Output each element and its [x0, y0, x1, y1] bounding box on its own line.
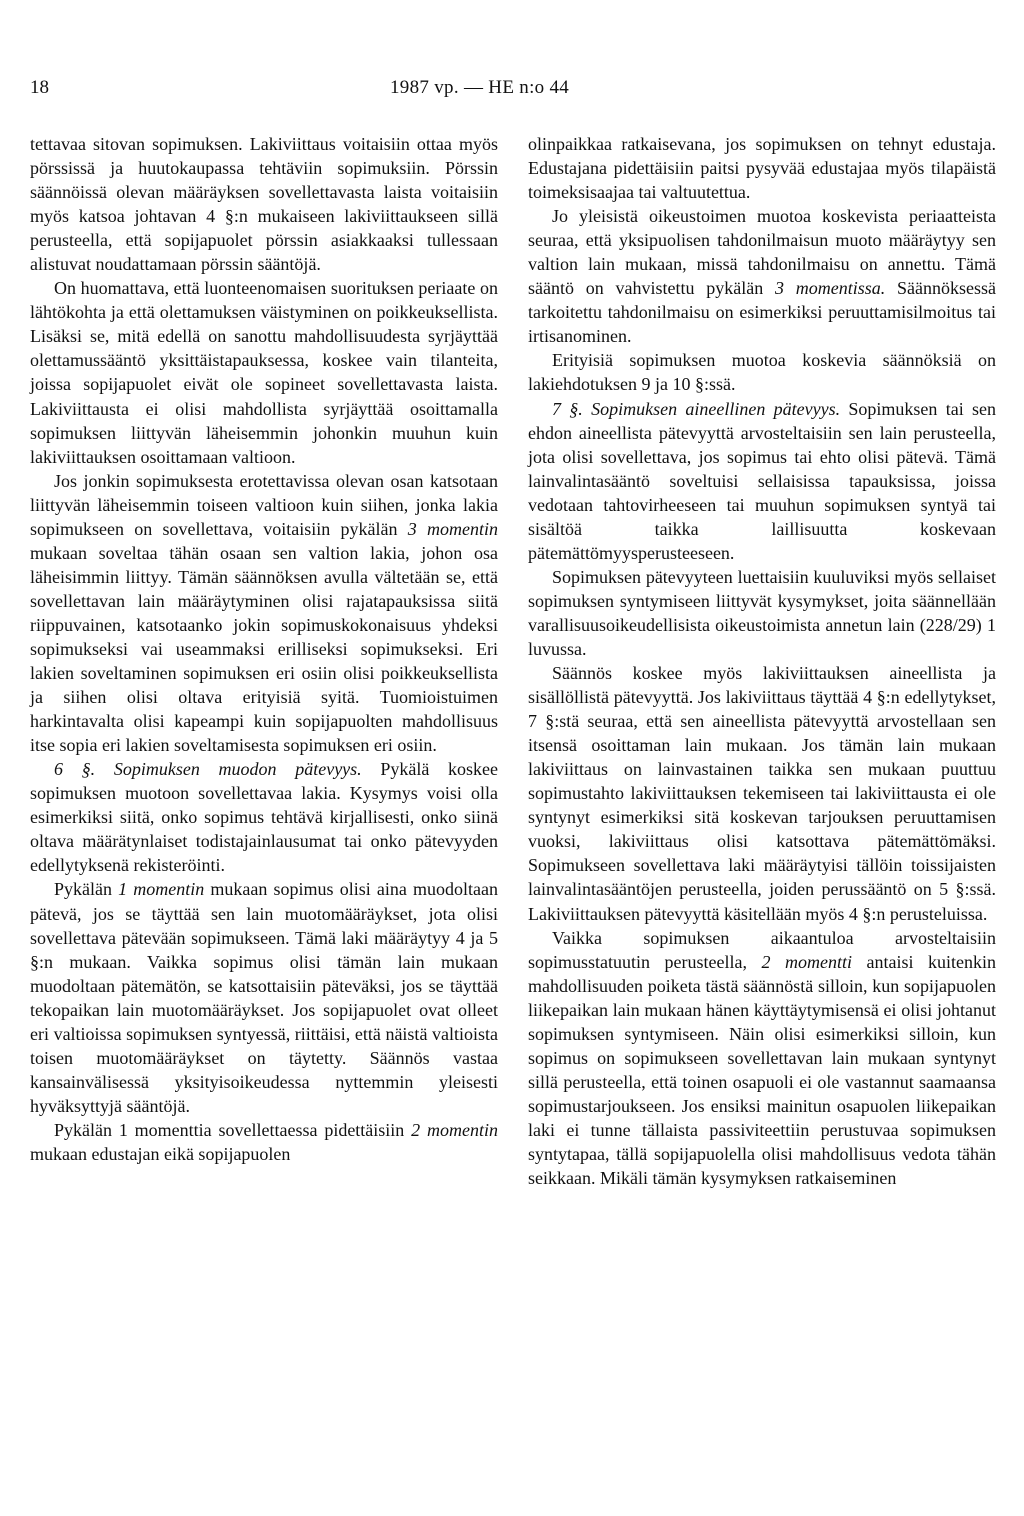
paragraph: Erityisiä sopimuksen muotoa koskevia säännöksiä on lakiehdotuksen 9 ja 10 §:ssä.: [528, 350, 996, 395]
text-run: Säännöksessä tarkoitettu tahdonilmaisu on esimerkiksi peruuttamisilmoitus tai irtisanominen.: [528, 278, 997, 347]
paragraph: Sopimuksen pätevyyteen luettaisiin kuuluviksi myös sellaiset sopimuksen syntymiseen liittyvät kysymykset, joita säännellään varallisuusoikeudellisista oikeustoimista annetun lain (228/29) 1 luvussa.: [528, 566, 996, 659]
section-number: 7 §.: [552, 398, 583, 419]
text-run: mukaan soveltaa tähän osaan sen valtion lakia, johon osa läheisimmin liittyy. Tämän säännöksen avulla vältetään se, että sovellettavan lain määräytyminen olisi rajatapauksissa siitä riippuvainen, katsotaanko jokin sopimuskokonaisuus yhdeksi sopimukseksi vai useammaksi erilliseksi sopimukseksi. Eri lakien soveltaminen sopimuksen eri osiin olisi poikkeuksellista ja siihen olisi oltava erityisiä syitä. Tuomioistuimen harkintavalta olisi kapeampi kuin sopijapuolten mahdollisuus itse sopia eri lakien soveltamisesta sopimuksen eri osiin.: [30, 542, 498, 756]
emphasis: 1 momentin: [118, 879, 205, 900]
paragraph: [30, 1118, 498, 1166]
text-run: Vaikka sopimuksen aikaantuloa arvosteltaisiin sopimusstatuutin perusteella,: [528, 927, 996, 972]
text-run: antaisi kuitenkin mahdollisuuden poiketa tästä säännöstä silloin, kun sopijapuolen liikepaikan lain mukaan hänen käyttäytymisensä ei olisi johtanut sopimuksen syntymiseen. Näin olisi esimerkiksi silloin, kun sopimus on sopimukseen sovellettavan lain mukaan syntynyt sillä perusteella, että toinen osapuoli ei ole vastannut saamaansa sopimustarjoukseen. Jos ensiksi mainitun osapuolen liikepaikan laki ei tunne tällaista passiviteettiin perustuvaa sopimuksen syntytapaa, tällä sopijapuolella olisi mahdollisuus vedota tähän seikkaan. Mikäli tämän kysymyksen ratkaiseminen: [528, 951, 996, 1189]
emphasis: 3 momentin: [407, 518, 498, 539]
section-paragraph: [528, 397, 996, 565]
emphasis: 2 momentti: [761, 951, 852, 972]
text-run: mukaan sopimus olisi aina muodoltaan pätevä, jos se täyttää sen lain muotomääräykset, jota olisi sovellettava pätevään sopimukseen. Tämä laki määräytyy 4 ja 5 §:n mukaan. Vaikka sopimus olisi tämän lain mukaan muodoltaan pätemätön, se katsottaisiin päteväksi, jos se täyttää tekopaikan lain muotomääräykset. Jos sopijapuolet ovat olleet eri valtioissa sopimuksen syntyessä, riittäisi, että näistä valtioista toisen muotomääräykset on täytetty. Säännös vastaa kansainvälisessä yksityisoikeudessa nyttemmin yleisesti hyväksyttyjä sääntöjä.: [30, 879, 498, 1116]
paragraph: tettavaa sitovan sopimuksen. Lakiviittaus voitaisiin ottaa myös pörssissä ja huutokaupassa tehtäviin sopimuksiin. Pörssin säännöissä olevan määräyksen sovellettavasta laista voitaisiin myös katsoa johtavan 4 §:n mukaiseen lakiviittaukseen sillä perusteella, että sopijapuolet pörssin asiakkaaksi tullessaan alistuvat noudattamaan pörssin sääntöjä.: [30, 134, 498, 275]
text-run: Jos jonkin sopimuksesta erotettavissa olevan osan katsotaan liittyvän läheisemmin toiseen valtioon kuin siihen, jonka lakia sopimukseen on sovellettava, voitaisiin pykälän: [30, 470, 498, 539]
page-number: 18: [30, 77, 49, 98]
paragraph: [528, 926, 996, 1191]
paragraph: [528, 204, 996, 348]
section-paragraph: [30, 757, 498, 877]
emphasis: 3 momentissa.: [775, 278, 886, 299]
text-run: Sopimuksen tai sen ehdon aineellista pätevyyttä arvosteltaisiin sen lain perusteella, jota olisi sovellettava, jos sopimus tai ehto olisi pätevä. Tämä lainvalintasääntö soveltuisi sellaisissa tapauksissa, joissa vedotaan tahtovirheeseen tai muuhun sopimuksen syntyä tai sisältöä taikka laillisuutta koskevaan pätemättömyysperusteeseen.: [528, 398, 996, 563]
paragraph: On huomattava, että luonteenomaisen suorituksen periaate on lähtökohta ja että olettamuksen väistyminen on poikkeuksellista. Lisäksi se, mitä edellä on sanottu mahdollisuudesta syrjäyttää olettamussääntö yksittäistapauksessa, koskee vain tilanteita, joissa sopijapuolet eivät ole sopineet sovellettavasta laista. Lakiviittausta ei olisi mahdollista syrjäyttää osoittamalla sopimuksen liittyvän läheisemmin johonkin muuhun kuin lakiviittauksen osoittamaan valtioon.: [30, 278, 498, 467]
text-run: mukaan edustajan eikä sopijapuolen: [30, 1143, 291, 1164]
paragraph: olinpaikkaa ratkaisevana, jos sopimuksen on tehnyt edustaja. Edustajana pidettäisiin paitsi pysyvää edustajaa myös tilapäistä toimeksisaajaa tai valtuutettua.: [528, 134, 996, 203]
text-run: Pykälän 1 momenttia sovellettaessa pidettäisiin: [54, 1119, 412, 1140]
paragraph: [30, 469, 498, 758]
left-column: [30, 132, 498, 1166]
paragraph: Säännös koskee myös lakiviittauksen aineellista ja sisällöllistä pätevyyttä. Jos lakiviittaus täyttää 4 §:n edellytykset, 7 §:stä seuraa, että sen aineellista pätevyyttä arvostellaan sen itsensä osoittaman lain mukaan. Jos tämän lain mukaan lakiviittaus on lainvastainen taikka sen mukaan puuttuu sopimustahto lakiviittauksen tekemiseen tai lakiviittausta ei ole syntynyt esimerkiksi sitä koskevan tarjouksen peruuttamisen vuoksi, lakiviittaus olisi katsottava pätemättömäksi. Sopimukseen sovellettava laki määräytyisi tällöin toissijaisten lainvalintasääntöjen perusteella, joiden perussääntö on 5 §:ssä. Lakiviittauksen pätevyyttä käsitellään myös 4 §:n perusteluissa.: [528, 663, 996, 924]
text-run: Jo yleisistä oikeustoimen muotoa koskevista periaatteista seuraa, että yksipuolisen tahdonilmaisun muoto määräytyy sen valtion lain mukaan, missä tahdonilmaisu on annettu. Tämä sääntö on vahvistettu pykälän: [528, 206, 996, 299]
emphasis: 2 momentin: [411, 1119, 498, 1140]
section-number: 6 §.: [54, 759, 96, 780]
paragraph: [30, 877, 498, 1117]
right-column: [528, 132, 996, 1190]
text-run: Pykälän: [54, 879, 119, 900]
section-title: Sopimuksen muodon pätevyys.: [113, 759, 362, 780]
section-title: Sopimuksen aineellinen pätevyys.: [591, 398, 841, 419]
text-run: Pykälä koskee sopimuksen muotoon sovellettavaa lakia. Kysymys voisi olla esimerkiksi siitä, onko sopimus tehtävä kirjallisesti, onko siinä oltava määrätynlaiset todistajainlausumat tai onko pätevyyden edellytyksenä rekisteröinti.: [30, 759, 499, 876]
running-header: 1987 vp. — HE n:o 44: [390, 77, 570, 98]
